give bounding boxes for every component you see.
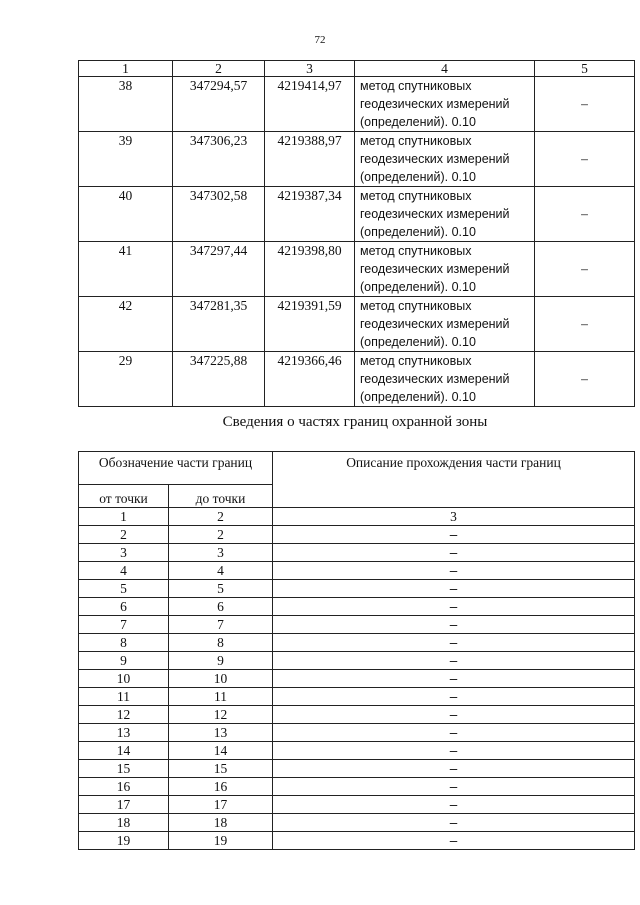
parts-row: [79, 616, 635, 634]
description-cell: –: [273, 706, 635, 724]
coordinates-header-row: [79, 61, 635, 77]
method-text-line: метод спутниковых: [360, 134, 472, 148]
to-point-cell: 6: [169, 598, 273, 616]
parts-row: [79, 652, 635, 670]
parts-row: [79, 706, 635, 724]
parts-row: [79, 562, 635, 580]
from-point-cell: 7: [79, 616, 169, 634]
to-point-header: до точки: [169, 485, 273, 508]
note-cell: –: [535, 187, 635, 242]
boundary-description-header: Описание прохождения части границ: [273, 452, 635, 508]
from-point-cell: 8: [79, 634, 169, 652]
y-coordinate-cell: 4219414,97: [265, 77, 355, 132]
method-text-line: геодезических измерений: [360, 262, 510, 276]
from-point-cell: 11: [79, 688, 169, 706]
from-point-cell: 13: [79, 724, 169, 742]
column-header: 2: [173, 61, 265, 77]
note-cell: –: [535, 297, 635, 352]
from-point-cell: 12: [79, 706, 169, 724]
parts-row: [79, 688, 635, 706]
page-number: 72: [314, 34, 326, 46]
description-cell: –: [273, 544, 635, 562]
description-cell: –: [273, 670, 635, 688]
from-point-cell: 14: [79, 742, 169, 760]
from-point-cell: 2: [79, 526, 169, 544]
to-point-cell: 18: [169, 814, 273, 832]
note-cell: –: [535, 77, 635, 132]
to-point-cell: 5: [169, 580, 273, 598]
column-header: 3: [265, 61, 355, 77]
to-point-cell: 14: [169, 742, 273, 760]
to-point-cell: 13: [169, 724, 273, 742]
note-cell: –: [535, 132, 635, 187]
to-point-cell: 4: [169, 562, 273, 580]
y-coordinate-cell: 4219366,46: [265, 352, 355, 407]
boundary-parts-table: [78, 451, 635, 850]
parts-row: [79, 670, 635, 688]
from-point-cell: 6: [79, 598, 169, 616]
description-cell: –: [273, 652, 635, 670]
to-point-cell: 10: [169, 670, 273, 688]
point-number-cell: 41: [79, 242, 173, 297]
column-number: 3: [273, 508, 635, 526]
coordinates-row: [79, 352, 635, 407]
description-cell: –: [273, 580, 635, 598]
x-coordinate-cell: 347297,44: [173, 242, 265, 297]
method-text-line: (определений). 0.10: [360, 335, 476, 349]
description-cell: –: [273, 616, 635, 634]
parts-row: [79, 634, 635, 652]
parts-row: [79, 760, 635, 778]
to-point-cell: 11: [169, 688, 273, 706]
method-text-line: геодезических измерений: [360, 207, 510, 221]
description-cell: –: [273, 724, 635, 742]
description-cell: –: [273, 688, 635, 706]
coordinates-row: [79, 242, 635, 297]
coordinates-table: [78, 60, 635, 407]
column-number: 2: [169, 508, 273, 526]
parts-row: [79, 832, 635, 850]
parts-number-row: [79, 508, 635, 526]
from-point-cell: 17: [79, 796, 169, 814]
method-cell: [355, 187, 535, 242]
to-point-cell: 7: [169, 616, 273, 634]
description-cell: –: [273, 814, 635, 832]
from-point-cell: 10: [79, 670, 169, 688]
method-text-line: метод спутниковых: [360, 79, 472, 93]
section-title: Сведения о частях границ охранной зоны: [222, 414, 488, 430]
point-number-cell: 29: [79, 352, 173, 407]
coordinates-row: [79, 187, 635, 242]
to-point-cell: 9: [169, 652, 273, 670]
method-cell: [355, 77, 535, 132]
from-point-cell: 4: [79, 562, 169, 580]
method-text-line: метод спутниковых: [360, 244, 472, 258]
point-number-cell: 40: [79, 187, 173, 242]
coordinates-row: [79, 77, 635, 132]
x-coordinate-cell: 347294,57: [173, 77, 265, 132]
to-point-cell: 3: [169, 544, 273, 562]
coordinates-row: [79, 132, 635, 187]
point-number-cell: 39: [79, 132, 173, 187]
parts-row: [79, 580, 635, 598]
to-point-cell: 12: [169, 706, 273, 724]
y-coordinate-cell: 4219398,80: [265, 242, 355, 297]
description-cell: –: [273, 796, 635, 814]
description-cell: –: [273, 778, 635, 796]
to-point-cell: 16: [169, 778, 273, 796]
from-point-cell: 18: [79, 814, 169, 832]
parts-row: [79, 814, 635, 832]
parts-row: [79, 742, 635, 760]
parts-row: [79, 796, 635, 814]
column-number: 1: [79, 508, 169, 526]
column-header: 5: [535, 61, 635, 77]
method-text-line: метод спутниковых: [360, 189, 472, 203]
to-point-cell: 8: [169, 634, 273, 652]
method-text-line: метод спутниковых: [360, 299, 472, 313]
method-text-line: (определений). 0.10: [360, 115, 476, 129]
method-cell: [355, 297, 535, 352]
method-text-line: геодезических измерений: [360, 372, 510, 386]
description-cell: –: [273, 760, 635, 778]
method-cell: [355, 352, 535, 407]
from-point-cell: 3: [79, 544, 169, 562]
method-text-line: (определений). 0.10: [360, 225, 476, 239]
to-point-cell: 15: [169, 760, 273, 778]
y-coordinate-cell: 4219388,97: [265, 132, 355, 187]
from-point-cell: 5: [79, 580, 169, 598]
x-coordinate-cell: 347302,58: [173, 187, 265, 242]
method-text-line: (определений). 0.10: [360, 170, 476, 184]
note-cell: –: [535, 352, 635, 407]
method-text-line: (определений). 0.10: [360, 280, 476, 294]
column-header: 4: [355, 61, 535, 77]
from-point-cell: 9: [79, 652, 169, 670]
description-cell: –: [273, 562, 635, 580]
method-text-line: метод спутниковых: [360, 354, 472, 368]
from-point-cell: 15: [79, 760, 169, 778]
method-cell: [355, 132, 535, 187]
method-text-line: геодезических измерений: [360, 97, 510, 111]
parts-row: [79, 526, 635, 544]
x-coordinate-cell: 347281,35: [173, 297, 265, 352]
parts-row: [79, 724, 635, 742]
coordinates-row: [79, 297, 635, 352]
method-text-line: геодезических измерений: [360, 317, 510, 331]
parts-header-row: [79, 452, 635, 485]
x-coordinate-cell: 347225,88: [173, 352, 265, 407]
method-text-line: геодезических измерений: [360, 152, 510, 166]
to-point-cell: 17: [169, 796, 273, 814]
column-header: 1: [79, 61, 173, 77]
from-point-cell: 16: [79, 778, 169, 796]
from-point-header: от точки: [79, 485, 169, 508]
boundary-part-designation-header: Обозначение части границ: [79, 452, 273, 485]
parts-row: [79, 778, 635, 796]
to-point-cell: 2: [169, 526, 273, 544]
method-cell: [355, 242, 535, 297]
description-cell: –: [273, 634, 635, 652]
y-coordinate-cell: 4219387,34: [265, 187, 355, 242]
parts-row: [79, 598, 635, 616]
description-cell: –: [273, 742, 635, 760]
description-cell: –: [273, 598, 635, 616]
point-number-cell: 38: [79, 77, 173, 132]
description-cell: –: [273, 832, 635, 850]
from-point-cell: 19: [79, 832, 169, 850]
description-cell: –: [273, 526, 635, 544]
parts-row: [79, 544, 635, 562]
method-text-line: (определений). 0.10: [360, 390, 476, 404]
point-number-cell: 42: [79, 297, 173, 352]
y-coordinate-cell: 4219391,59: [265, 297, 355, 352]
x-coordinate-cell: 347306,23: [173, 132, 265, 187]
note-cell: –: [535, 242, 635, 297]
to-point-cell: 19: [169, 832, 273, 850]
